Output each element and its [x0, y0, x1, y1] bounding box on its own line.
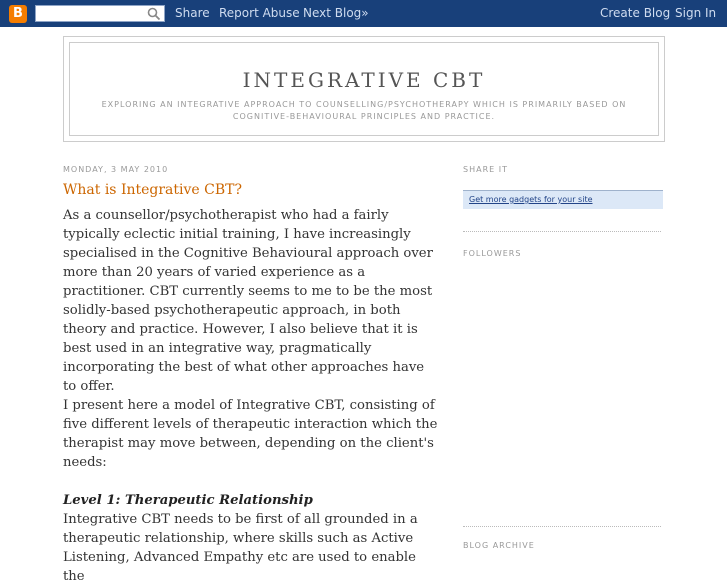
sign-in-link[interactable]: Sign In: [675, 6, 717, 20]
post-paragraph: I present here a model of Integrative CBT, consisting of five different levels of therapeutic interaction which the therapist may move between, depending on the client's needs:: [63, 398, 438, 470]
blogger-navbar: [0, 0, 727, 27]
post-body: [63, 206, 441, 586]
followers-heading: FOLLOWERS: [463, 249, 522, 258]
level-1-heading: Level 1: Therapeutic Relationship: [63, 493, 313, 508]
search-input[interactable]: [36, 10, 146, 25]
blog-description: EXPLORING AN INTEGRATIVE APPROACH TO COUNSELLING/PSYCHOTHERAPY WHICH IS PRIMARILY BASED ON COGNITIVE-BEHAVIOURAL PRINCIPLES AND PRACTICE.: [101, 100, 627, 121]
blog-header: [63, 36, 665, 142]
share-link[interactable]: Share: [175, 6, 210, 20]
post-paragraph: As a counsellor/psychotherapist who had a fairly typically eclectic initial training, I have increasingly specialised in the Cognitive Behavioural approach over more than 20 years of varied experience as a practitioner. CBT currently seems to me to be the most solidly-based psychotherapeutic approach, in both theory and practice. However, I also believe that it is best used in an integrative way, pragmatically incorporating the best of what other approaches have to offer.: [63, 208, 433, 394]
blogger-logo-icon[interactable]: B: [9, 5, 27, 23]
blog-title[interactable]: INTEGRATIVE CBT: [242, 68, 486, 92]
search-icon[interactable]: [147, 7, 161, 21]
gadget-box: [463, 190, 663, 209]
report-abuse-link[interactable]: Report Abuse: [219, 6, 300, 20]
get-gadgets-link[interactable]: Get more gadgets for your site: [469, 195, 593, 204]
create-blog-link[interactable]: Create Blog: [600, 6, 671, 20]
share-it-heading: SHARE IT: [463, 165, 508, 174]
blog-archive-heading: BLOG ARCHIVE: [463, 541, 535, 550]
next-blog-link[interactable]: Next Blog»: [303, 6, 369, 20]
blog-header-inner: [69, 42, 659, 136]
post-paragraph: Integrative CBT needs to be first of all grounded in a therapeutic relationship, where skills such as Active Listening, Advanced Empathy etc are used to enable the: [63, 512, 418, 584]
sidebar-divider: [463, 231, 661, 232]
sidebar-divider: [463, 526, 661, 527]
post-title[interactable]: What is Integrative CBT?: [63, 182, 242, 198]
post-date: MONDAY, 3 MAY 2010: [63, 165, 169, 174]
search-box: [35, 5, 165, 22]
